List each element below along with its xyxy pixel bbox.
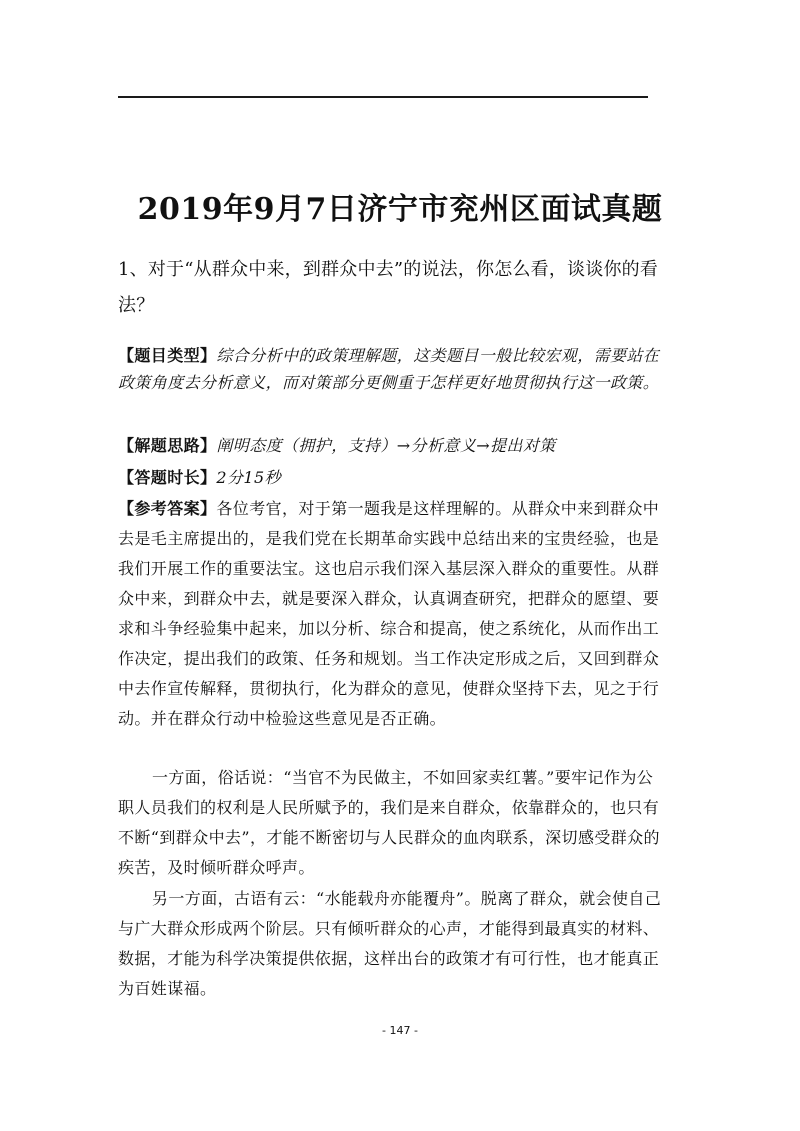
page-number: - 147 - [382, 1024, 418, 1037]
reference-answer-block [118, 494, 663, 734]
approach-block [118, 432, 663, 459]
duration-text: 2分15秒 [216, 468, 281, 487]
question-type-label: 【题目类型】 [118, 346, 217, 365]
approach-text: 阐明态度（拥护，支持）→分析意义→提出对策 [216, 436, 556, 455]
duration-block [118, 464, 663, 491]
header-rule [118, 96, 648, 98]
approach-label: 【解题思路】 [118, 436, 217, 455]
question-type-block [118, 342, 663, 396]
page-title: 2019年9月7日济宁市兖州区面试真题 [137, 192, 663, 227]
question-text: 1、对于“从群众中来，到群众中去”的说法，你怎么看，谈谈你的看法？ [118, 259, 659, 316]
paragraph-other-hand: 另一方面，古语有云：“水能载舟亦能覆舟”。脱离了群众，就会使自己与广大群众形成两个阶层。只有倾听群众的心声，才能得到最真实的材料、数据，才能为科学决策提供依据，这样出台的政策才有可行性，也才能真正为百姓谋福。 [118, 889, 662, 998]
paragraph-one-hand: 一方面，俗话说：“当官不为民做主，不如回家卖红薯。”要牢记作为公职人员我们的权利是人民所赋予的，我们是来自群众，依靠群众的，也只有不断“到群众中去”，才能不断密切与人民群众的血肉联系，深切感受群众的疾苦，及时倾听群众呼声。 [118, 768, 660, 877]
reference-answer-label: 【参考答案】 [118, 499, 217, 518]
duration-label: 【答题时长】 [118, 468, 217, 487]
question-type-text: 综合分析中的政策理解题，这类题目一般比较宏观，需要站在政策角度去分析意义，而对策部分更侧重于怎样更好地贯彻执行这一政策。 [118, 346, 660, 392]
reference-answer-text: 各位考官，对于第一题我是这样理解的。从群众中来到群众中去是毛主席提出的，是我们党在长期革命实践中总结出来的宝贵经验，也是我们开展工作的重要法宝。这也启示我们深入基层深入群众的重要性。从群众中来，到群众中去，就是要深入群众，认真调查研究，把群众的愿望、要求和斗争经验集中起来，加以分析、综合和提高，使之系统化，从而作出工作决定，提出我们的政策、任务和规划。当工作决定形成之后，又回到群众中去作宣传解释，贯彻执行，化为群众的意见，使群众坚持下去，见之于行动。并在群众行动中检验这些意见是否正确。 [118, 499, 660, 728]
